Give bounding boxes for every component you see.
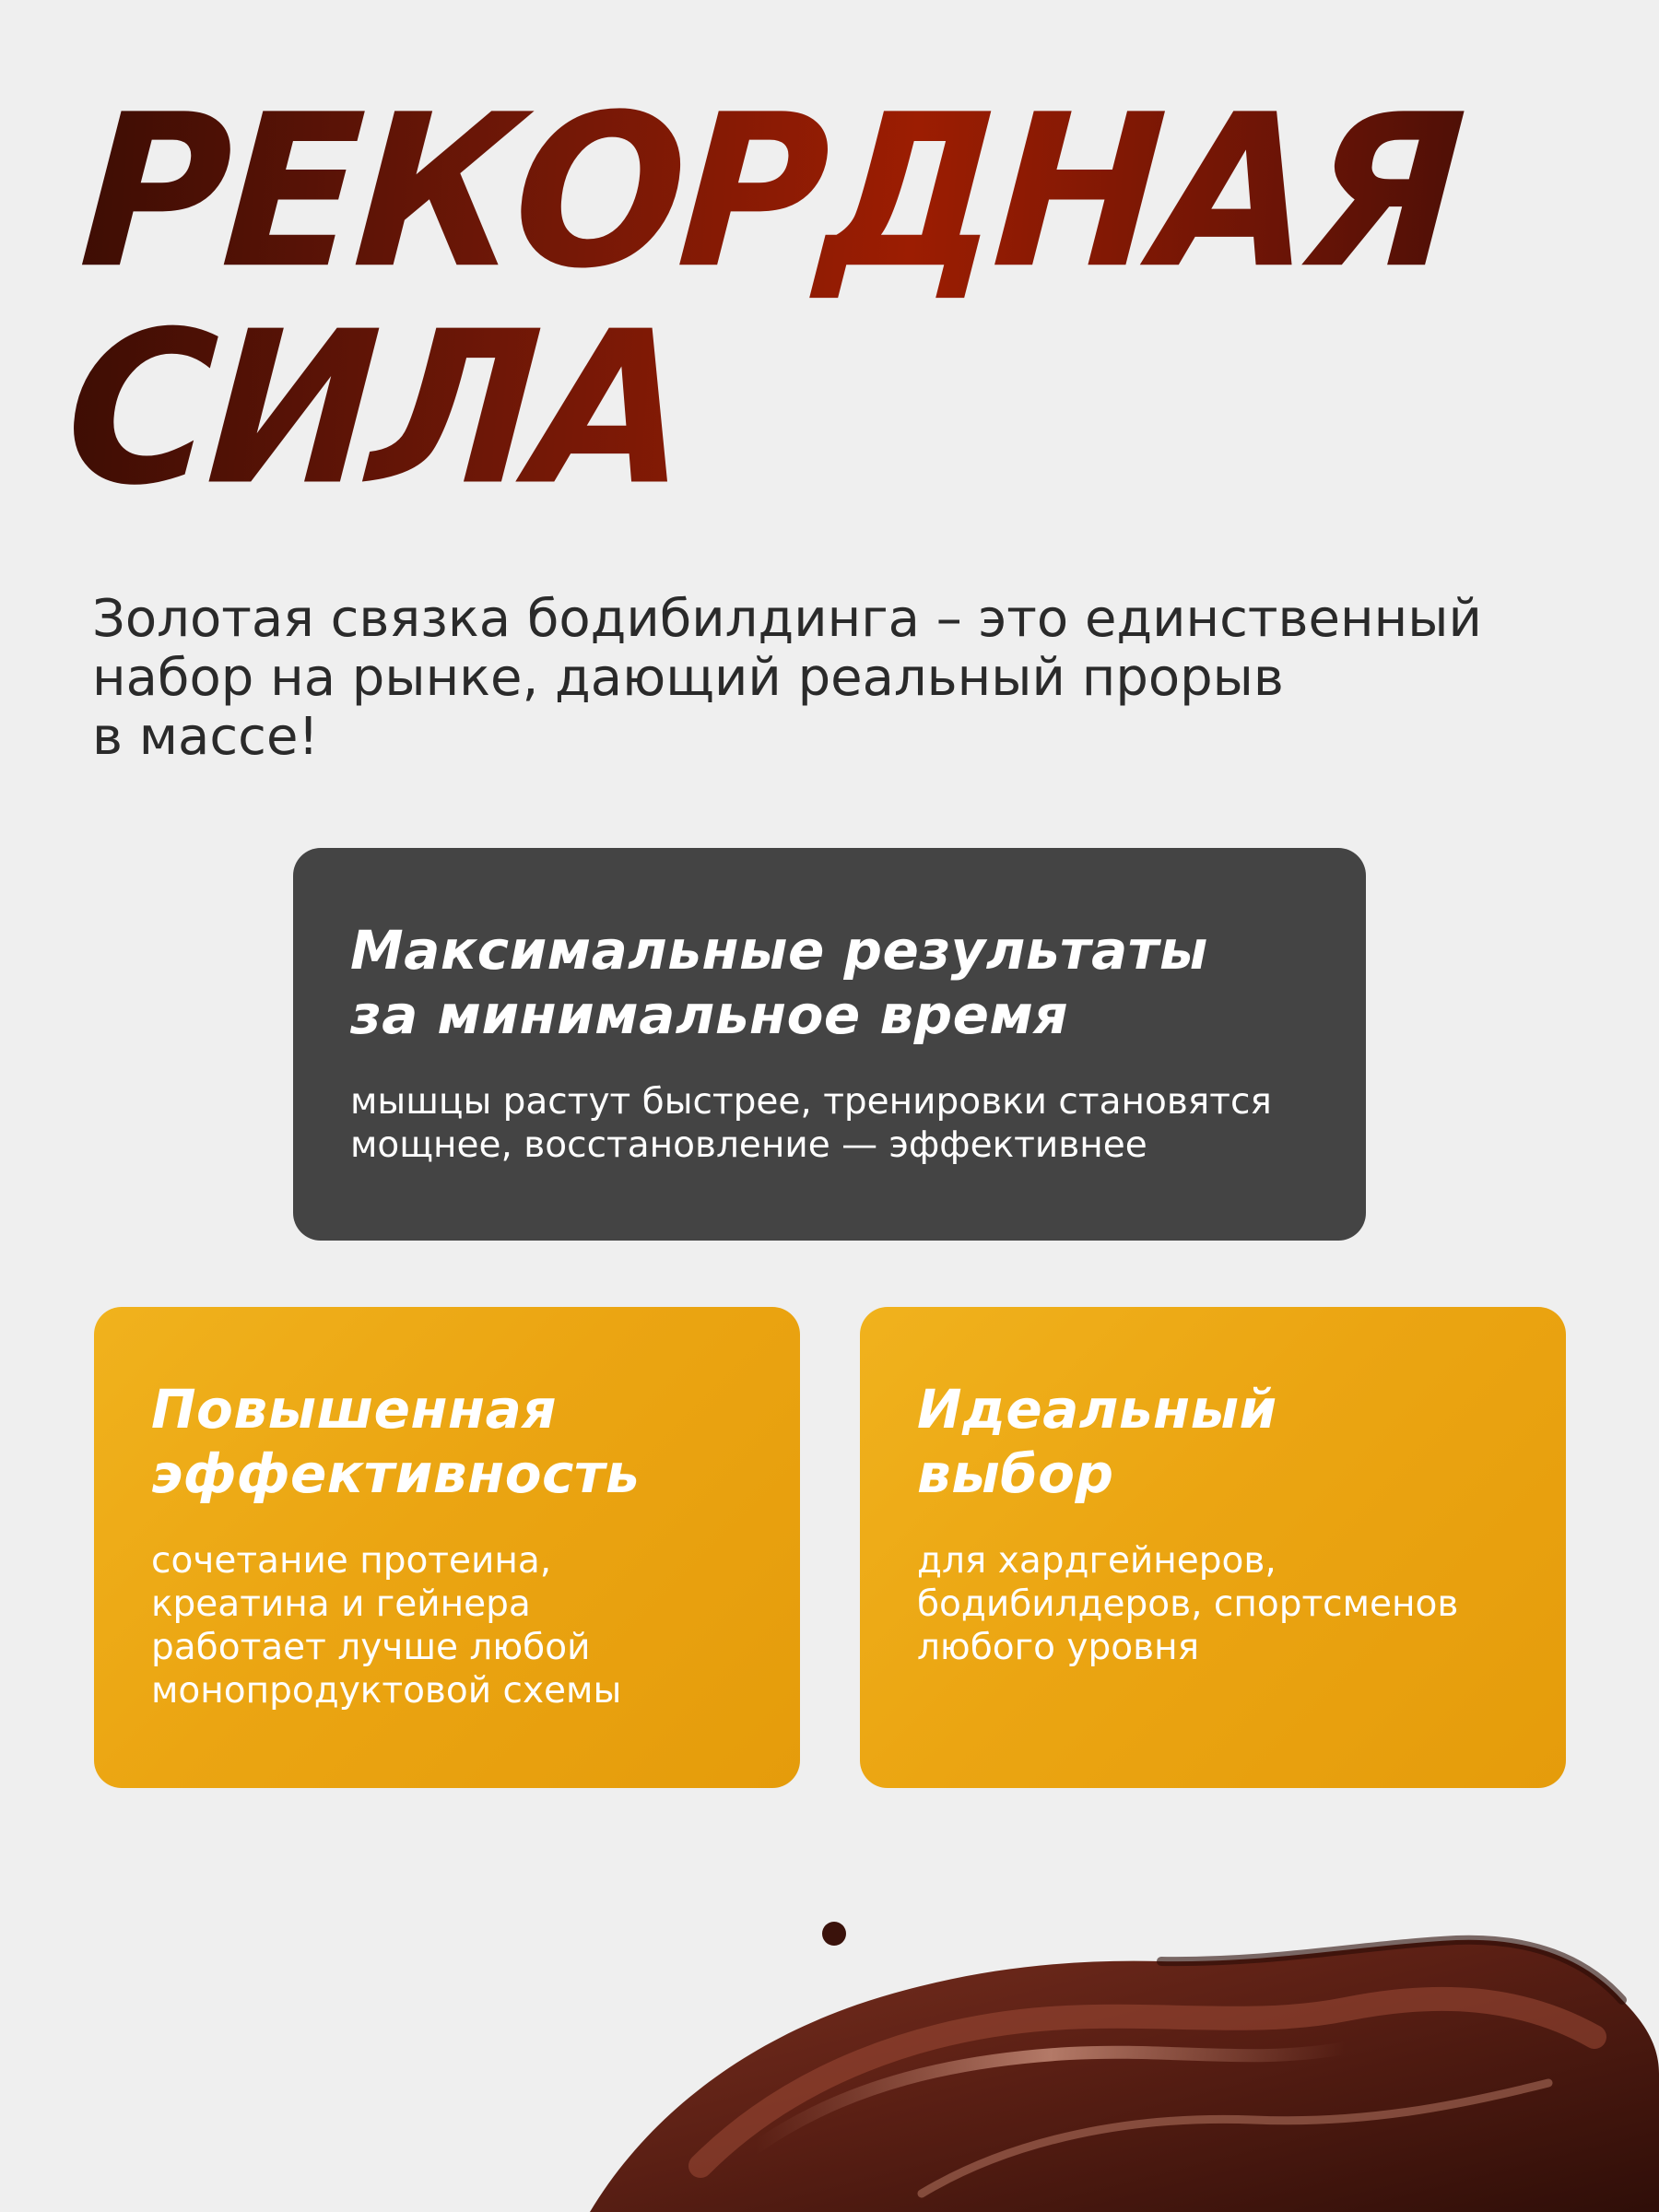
benefit-card-efficiency <box>94 1307 800 1788</box>
benefit-card-efficiency-title: Повышенная эффективность <box>151 1378 641 1505</box>
benefit-card-results <box>293 848 1366 1241</box>
chocolate-swirl-body <box>590 1940 1659 2212</box>
benefit-card-ideal-choice <box>860 1307 1566 1788</box>
headline <box>59 70 1602 533</box>
chocolate-swirl-image <box>0 1889 1659 2212</box>
headline-line-2: СИЛА <box>59 287 692 533</box>
chocolate-drop <box>822 1922 846 1946</box>
headline-line-1: РЕКОРДНАЯ <box>74 70 1466 315</box>
benefit-card-efficiency-text: сочетание протеина, креатина и гейнера работает лучше любой монопродуктовой схемы <box>151 1540 622 1712</box>
benefit-card-ideal-choice-title: Идеальный выбор <box>917 1378 1277 1505</box>
intro-text: Золотая связка бодибилдинга – это единственный набор на рынке, дающий реальный прорыв в массе! <box>92 589 1482 767</box>
benefit-card-ideal-choice-text: для хардгейнеров, бодибилдеров, спортсменов любого уровня <box>917 1540 1459 1668</box>
benefit-card-results-title: Максимальные результаты за минимальное время <box>350 919 1208 1046</box>
benefit-card-results-text: мышцы растут быстрее, тренировки становятся мощнее, восстановление — эффективнее <box>350 1081 1272 1166</box>
